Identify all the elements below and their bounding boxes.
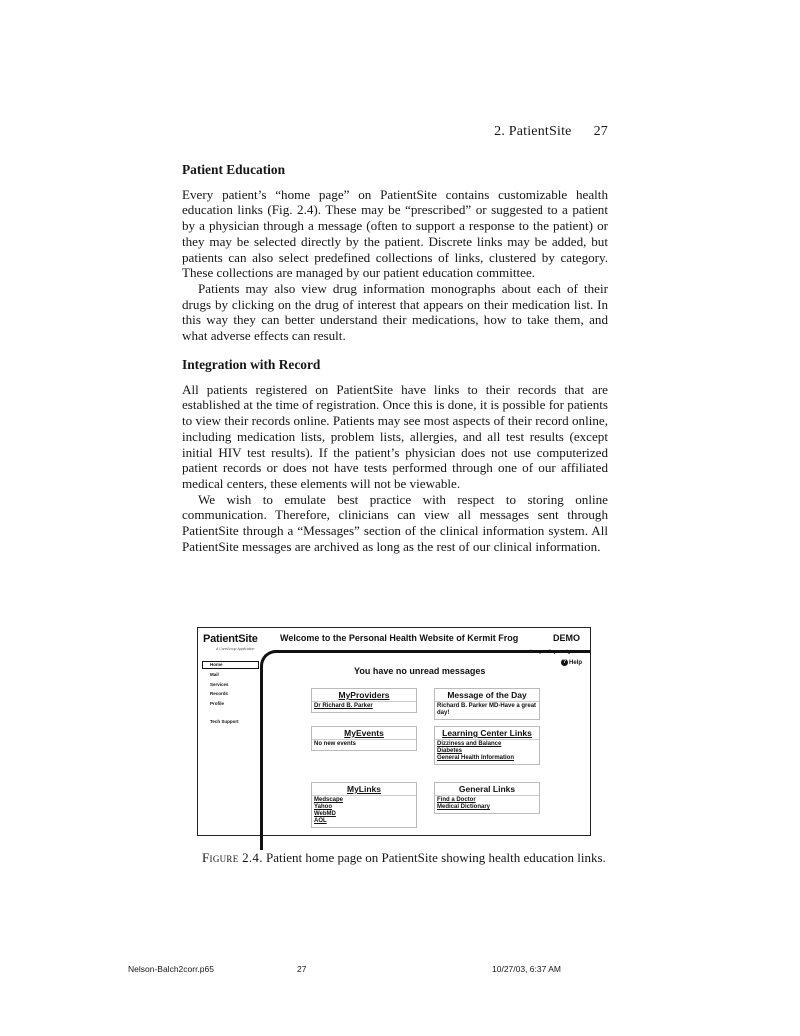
- nav-item-profile[interactable]: Profile: [210, 700, 225, 706]
- nav-spacer: [202, 708, 259, 717]
- mylink[interactable]: Yahoo: [314, 804, 333, 810]
- nav-item-records[interactable]: Records: [210, 691, 229, 696]
- paragraph: All patients registered on PatientSite have links to their records that are established at the time of registration. Once this is done, it is possible for patients to view their records online. Patients may see most aspects of their record online, including medication lists, problem lists, allergies, and all test results (except initial HIV test results). If the patient’s physician does not use computerized patient records or does not have tests performed through one of our affiliated medical centers, these elements will not be viewable.: [182, 381, 608, 491]
- top-links: [519, 649, 582, 654]
- myevents-box: [311, 726, 417, 751]
- general-link[interactable]: Find a Doctor: [437, 797, 476, 803]
- mylink[interactable]: WebMD: [314, 811, 336, 817]
- paragraph: Patients may also view drug information monographs about each of their drugs by clicking on the drug of interest that appears on their medication list. In this way they can better understand their medications, how to take them, and what adverse effects can result.: [182, 280, 608, 344]
- patientsite-logo: PatientSite: [203, 633, 258, 645]
- events-text: No new events: [314, 741, 357, 747]
- message-of-day-text: Richard B. Parker MD-Have a great day!: [437, 703, 537, 716]
- footer-date: 10/27/03, 6:37 AM: [492, 964, 561, 974]
- help-label: Help: [568, 660, 582, 667]
- frame-curve: [260, 650, 590, 850]
- welcome-title: Welcome to the Personal Health Website of Kermit Frog: [280, 633, 519, 643]
- unread-status: You have no unread messages: [354, 666, 486, 676]
- caption-label: Figure 2.4.: [202, 850, 263, 865]
- learning-link[interactable]: Diabetes: [437, 748, 463, 754]
- section-heading: Integration with Record: [182, 357, 321, 372]
- mylinks-box: [311, 782, 417, 828]
- general-link[interactable]: Medical Dictionary: [437, 804, 491, 810]
- myproviders-box: [311, 688, 417, 713]
- logo-subtitle: A CareGroup Application: [216, 647, 255, 651]
- nav-item-services[interactable]: Services: [210, 681, 229, 687]
- paragraph: We wish to emulate best practice with respect to storing online communication. Therefore, clinicians can view all messages sent through PatientSite through a “Messages” section of the clinical information system. All PatientSite messages are archived as long as the rest of our clinical information.: [182, 491, 608, 554]
- footer-file: Nelson-Balch2corr.p65: [128, 964, 214, 974]
- running-head-title: 2. PatientSite: [494, 124, 572, 139]
- section-integration-with-record: [182, 357, 608, 554]
- learning-link[interactable]: Dizziness and Balance: [437, 741, 502, 747]
- help-link[interactable]: [561, 659, 582, 666]
- nav-item-mail[interactable]: Mail: [210, 672, 219, 677]
- page-number: 27: [593, 124, 608, 139]
- caption-text: Patient home page on PatientSite showing health education links.: [266, 850, 606, 865]
- nav-item-tech-support[interactable]: Tech Support: [210, 719, 239, 724]
- learning-center-box: [434, 726, 540, 765]
- mylinks-title[interactable]: MyLinks: [312, 783, 416, 796]
- message-of-day-box: [434, 688, 540, 720]
- message-of-day-title: Message of the Day: [435, 689, 539, 702]
- general-links-title: General Links: [435, 783, 539, 796]
- provider-link[interactable]: Dr Richard B. Parker: [314, 703, 373, 709]
- sidebar-nav: [202, 661, 259, 727]
- section-heading: Patient Education: [182, 162, 286, 177]
- learning-link[interactable]: General Health Information: [437, 755, 515, 761]
- learning-center-title[interactable]: Learning Center Links: [435, 727, 539, 740]
- demo-label: DEMO: [553, 633, 580, 643]
- running-head: [494, 124, 608, 140]
- help-icon: ?: [562, 659, 567, 665]
- myevents-title[interactable]: MyEvents: [312, 727, 416, 740]
- footer-page: 27: [297, 964, 307, 974]
- mylink[interactable]: AOL: [314, 818, 327, 824]
- figure-screenshot: [197, 627, 591, 836]
- nav-item-home[interactable]: Home: [202, 661, 259, 669]
- general-links-box: [434, 782, 540, 814]
- myproviders-title[interactable]: MyProviders: [312, 689, 416, 702]
- figure-caption: [202, 850, 606, 866]
- section-patient-education: [182, 162, 608, 344]
- mylink[interactable]: Medscape: [314, 797, 344, 803]
- privacy-policy-link[interactable]: Privacy Policy: [525, 649, 556, 654]
- paragraph: Every patient’s “home page” on PatientSite contains customizable health education links (Fig. 2.4). These may be “prescribed” or suggested to a patient by a physician through a message (often to support a response to the patient) or they may be selected directly by the patient. Discrete links may be added, but patients can also select predefined collections of links, clustered by category. These collections are managed by our patient education committee.: [182, 186, 608, 281]
- sign-out-link[interactable]: Sign Out: [563, 649, 582, 654]
